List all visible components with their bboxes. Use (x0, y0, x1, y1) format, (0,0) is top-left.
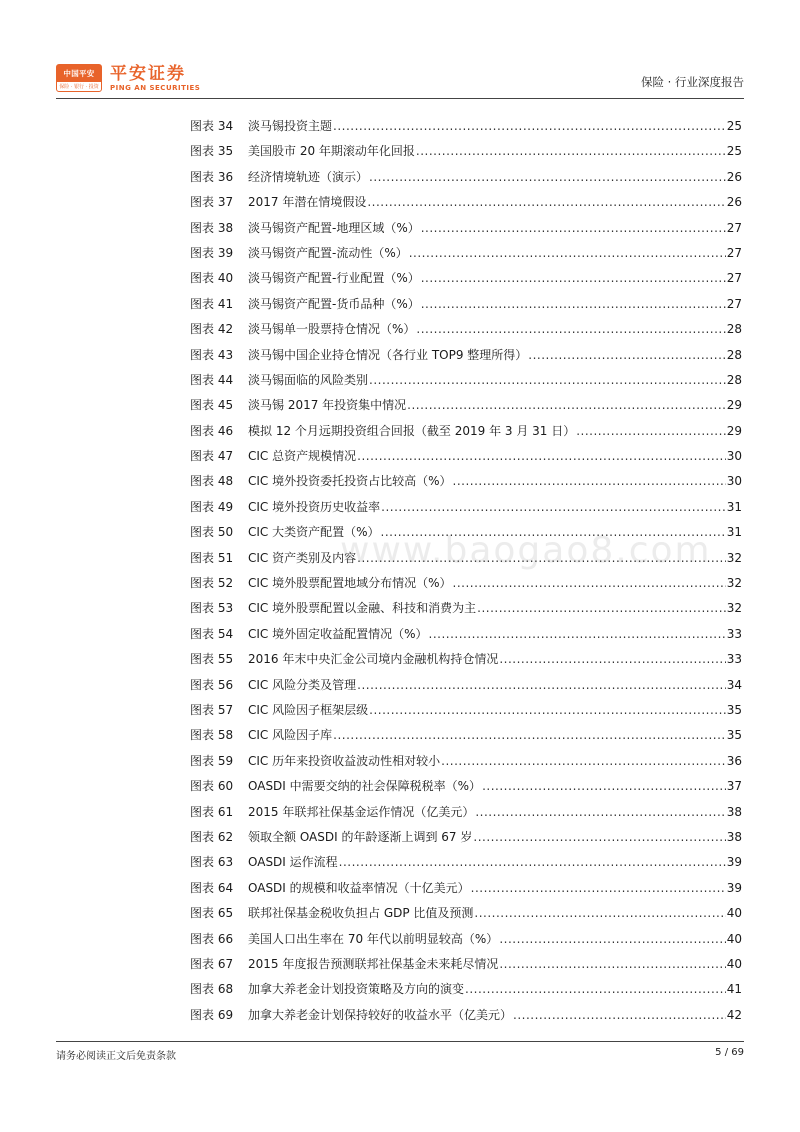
toc-entry-title: 2016 年末中央汇金公司境内金融机构持仓情况 (248, 652, 499, 667)
toc-entry-label: 图表 67 (190, 956, 234, 971)
toc-entry-label: 图表 41 (190, 296, 234, 311)
report-type: 保险 · 行业深度报告 (641, 75, 744, 89)
toc-dot-leader (421, 216, 726, 241)
watermark: www.baogao8.com (340, 530, 712, 571)
toc-dot-leader (339, 850, 726, 875)
toc-entry-label: 图表 61 (190, 804, 234, 819)
toc-entry[interactable] (190, 165, 742, 190)
toc-entry[interactable] (190, 647, 742, 672)
toc-entry-page: 33 (726, 652, 742, 667)
toc-entry-page: 37 (726, 779, 742, 794)
toc-entry-title: 美国股市 20 年期滚动年化回报 (248, 144, 415, 159)
toc-dot-leader (369, 368, 726, 393)
figure-list (190, 114, 742, 1028)
footer-divider (56, 1041, 744, 1042)
toc-entry-page: 39 (726, 855, 742, 870)
toc-entry[interactable] (190, 825, 742, 850)
toc-entry-page: 25 (726, 119, 742, 133)
toc-entry-page: 27 (726, 220, 742, 235)
toc-entry[interactable] (190, 673, 742, 698)
toc-entry-page: 31 (726, 499, 742, 514)
toc-entry-page: 27 (726, 296, 742, 311)
toc-entry-page: 28 (726, 347, 742, 362)
toc-entry[interactable] (190, 723, 742, 748)
toc-entry-page: 29 (726, 398, 742, 413)
toc-dot-leader (333, 723, 726, 748)
toc-entry-label: 图表 44 (190, 372, 234, 387)
toc-entry-label: 图表 69 (190, 1007, 234, 1022)
toc-dot-leader (407, 393, 726, 418)
toc-entry-label: 图表 52 (190, 576, 234, 591)
toc-entry[interactable] (190, 774, 742, 799)
toc-dot-leader (474, 901, 725, 926)
toc-entry-label: 图表 45 (190, 398, 234, 413)
toc-entry-label: 图表 58 (190, 728, 234, 743)
toc-entry[interactable] (190, 927, 742, 952)
toc-entry-page: 26 (726, 195, 742, 210)
toc-entry-title: OASDI 的规模和收益率情况（十亿美元） (248, 880, 470, 895)
toc-entry[interactable] (190, 419, 742, 444)
toc-entry-label: 图表 68 (190, 982, 234, 997)
toc-entry-page: 33 (726, 626, 742, 641)
toc-entry-page: 38 (726, 804, 742, 819)
toc-dot-leader (499, 647, 725, 672)
logo-box-subtext: 保险 · 银行 · 投资 (59, 84, 99, 90)
toc-entry-label: 图表 51 (190, 550, 234, 565)
toc-entry[interactable] (190, 876, 742, 901)
toc-entry-label: 图表 50 (190, 525, 234, 540)
toc-dot-leader (369, 165, 726, 190)
toc-dot-leader (475, 800, 725, 825)
toc-entry-title: CIC 风险因子库 (248, 728, 333, 743)
toc-entry[interactable] (190, 952, 742, 977)
toc-entry-title: 淡马锡资产配置-行业配置（%） (248, 271, 420, 286)
page-number: 5 / 69 (715, 1047, 744, 1058)
toc-entry-title: CIC 境外固定收益配置情况（%） (248, 626, 428, 641)
toc-entry-page: 28 (726, 322, 742, 337)
toc-entry-page: 30 (726, 449, 742, 464)
toc-entry-title: 淡马锡资产配置-流动性（%） (248, 245, 408, 260)
toc-entry-page: 27 (726, 271, 742, 286)
toc-entry[interactable] (190, 469, 742, 494)
toc-entry-title: CIC 境外投资委托投资占比较高（%） (248, 474, 452, 489)
toc-entry[interactable] (190, 444, 742, 469)
toc-entry[interactable] (190, 292, 742, 317)
toc-dot-leader (369, 698, 726, 723)
toc-entry-page: 32 (726, 550, 742, 565)
toc-dot-leader (513, 1003, 726, 1028)
toc-entry-page: 31 (726, 525, 742, 540)
toc-entry[interactable] (190, 698, 742, 723)
toc-entry-label: 图表 36 (190, 169, 234, 184)
toc-entry[interactable] (190, 850, 742, 875)
toc-entry[interactable] (190, 190, 742, 215)
toc-entry-page: 32 (726, 576, 742, 591)
toc-dot-leader (416, 139, 726, 164)
toc-entry[interactable] (190, 977, 742, 1002)
toc-entry-label: 图表 37 (190, 195, 234, 210)
toc-dot-leader (453, 571, 726, 596)
toc-dot-leader (367, 190, 725, 215)
toc-entry-page: 40 (726, 956, 742, 971)
toc-entry-title: 模拟 12 个月远期投资组合回报（截至 2019 年 3 月 31 日） (248, 423, 576, 438)
toc-entry[interactable] (190, 393, 742, 418)
toc-dot-leader (441, 749, 726, 774)
toc-entry-title: 联邦社保基金税收负担占 GDP 比值及预测 (248, 906, 474, 921)
brand-name-cn: 平安证券 (110, 64, 186, 84)
toc-entry-title: 加拿大养老金计划保持较好的收益水平（亿美元） (248, 1007, 513, 1022)
page-header (56, 64, 744, 98)
toc-dot-leader (429, 622, 726, 647)
ping-an-group-logo (56, 64, 102, 92)
toc-dot-leader (499, 952, 725, 977)
toc-entry-label: 图表 39 (190, 245, 234, 260)
toc-entry-title: CIC 风险因子框架层级 (248, 702, 369, 717)
toc-entry-title: OASDI 中需要交纳的社会保障税税率（%） (248, 779, 482, 794)
toc-entry-page: 35 (726, 702, 742, 717)
toc-entry-page: 32 (726, 601, 742, 616)
toc-entry-label: 图表 66 (190, 931, 234, 946)
toc-dot-leader (576, 419, 725, 444)
toc-dot-leader (409, 241, 726, 266)
toc-entry-title: 淡马锡 2017 年投资集中情况 (248, 398, 407, 413)
toc-entry-title: OASDI 运作流程 (248, 855, 338, 870)
toc-entry-label: 图表 54 (190, 626, 234, 641)
toc-entry-label: 图表 62 (190, 829, 234, 844)
toc-entry[interactable] (190, 343, 742, 368)
toc-dot-leader (333, 114, 726, 139)
toc-dot-leader (357, 444, 726, 469)
toc-entry[interactable] (190, 495, 742, 520)
toc-entry-title: CIC 总资产规模情况 (248, 449, 357, 464)
toc-dot-leader (471, 876, 726, 901)
toc-dot-leader (421, 266, 726, 291)
toc-dot-leader (477, 596, 726, 621)
toc-entry-label: 图表 63 (190, 855, 234, 870)
toc-entry-page: 42 (726, 1007, 742, 1022)
toc-entry-title: 2015 年度报告预测联邦社保基金未来耗尽情况 (248, 956, 499, 971)
toc-dot-leader (416, 317, 725, 342)
toc-entry[interactable] (190, 800, 742, 825)
toc-entry-page: 25 (726, 144, 742, 159)
toc-entry-title: 淡马锡中国企业持仓情况（各行业 TOP9 整理所得） (248, 347, 528, 362)
toc-entry-title: 2017 年潜在情境假设 (248, 195, 367, 210)
toc-entry-title: 领取全额 OASDI 的年龄逐渐上调到 67 岁 (248, 829, 473, 844)
toc-entry-title: 美国人口出生率在 70 年代以前明显较高（%） (248, 931, 499, 946)
toc-entry-title: CIC 境外投资历史收益率 (248, 499, 381, 514)
toc-entry-title: 淡马锡资产配置-地理区域（%） (248, 220, 420, 235)
toc-entry[interactable] (190, 139, 742, 164)
toc-entry-label: 图表 43 (190, 347, 234, 362)
toc-entry-page: 40 (726, 906, 742, 921)
toc-entry-title: 2015 年联邦社保基金运作情况（亿美元） (248, 804, 475, 819)
toc-entry-label: 图表 65 (190, 906, 234, 921)
toc-entry[interactable] (190, 317, 742, 342)
toc-dot-leader (381, 495, 726, 520)
toc-entry-page: 28 (726, 372, 742, 387)
toc-entry[interactable] (190, 901, 742, 926)
toc-entry-label: 图表 49 (190, 499, 234, 514)
toc-entry-page: 34 (726, 677, 742, 692)
toc-entry[interactable] (190, 241, 742, 266)
header-divider (56, 98, 744, 99)
footer-disclaimer: 请务必阅读正文后免责条款 (56, 1051, 176, 1062)
logo-box-text: 中国平安 (57, 65, 101, 82)
toc-entry[interactable] (190, 368, 742, 393)
toc-entry-label: 图表 55 (190, 652, 234, 667)
toc-entry-label: 图表 56 (190, 677, 234, 692)
toc-entry-title: 加拿大养老金计划投资策略及方向的演变 (248, 982, 465, 997)
toc-entry-title: 经济情境轨迹（演示） (248, 169, 369, 184)
toc-entry-label: 图表 48 (190, 474, 234, 489)
toc-dot-leader (473, 825, 725, 850)
toc-entry-title: 淡马锡投资主题 (248, 119, 333, 133)
toc-entry-label: 图表 53 (190, 601, 234, 616)
toc-entry-label: 图表 57 (190, 702, 234, 717)
brand-logo (110, 64, 200, 93)
toc-dot-leader (465, 977, 726, 1002)
toc-entry-label: 图表 38 (190, 220, 234, 235)
toc-entry-page: 36 (726, 753, 742, 768)
toc-entry-label: 图表 34 (190, 119, 234, 133)
toc-entry-label: 图表 60 (190, 779, 234, 794)
toc-entry[interactable] (190, 749, 742, 774)
toc-entry-label: 图表 42 (190, 322, 234, 337)
toc-entry-title: CIC 风险分类及管理 (248, 677, 357, 692)
toc-dot-leader (421, 292, 726, 317)
toc-entry[interactable] (190, 571, 742, 596)
toc-entry[interactable] (190, 1003, 742, 1028)
toc-entry-page: 38 (726, 829, 742, 844)
toc-entry-title: 淡马锡单一股票持仓情况（%） (248, 322, 416, 337)
toc-entry-page: 27 (726, 245, 742, 260)
toc-entry-page: 35 (726, 728, 742, 743)
brand-name-en: PING AN SECURITIES (110, 84, 201, 92)
toc-entry-page: 30 (726, 474, 742, 489)
toc-entry[interactable] (190, 216, 742, 241)
toc-entry-title: 淡马锡面临的风险类别 (248, 372, 369, 387)
toc-entry-page: 26 (726, 169, 742, 184)
toc-entry-title: CIC 资产类别及内容 (248, 550, 357, 565)
toc-entry-label: 图表 64 (190, 880, 234, 895)
toc-entry-page: 41 (726, 982, 742, 997)
toc-dot-leader (357, 673, 726, 698)
toc-entry[interactable] (190, 596, 742, 621)
toc-dot-leader (482, 774, 726, 799)
toc-dot-leader (499, 927, 725, 952)
toc-entry-title: CIC 境外股票配置以金融、科技和消费为主 (248, 601, 477, 616)
toc-entry-page: 29 (726, 423, 742, 438)
toc-entry-label: 图表 46 (190, 423, 234, 438)
toc-entry[interactable] (190, 266, 742, 291)
toc-entry-page: 40 (726, 931, 742, 946)
toc-entry-label: 图表 47 (190, 449, 234, 464)
toc-entry[interactable] (190, 114, 742, 139)
toc-dot-leader (453, 469, 726, 494)
toc-entry-title: CIC 大类资产配置（%） (248, 525, 380, 540)
toc-entry-label: 图表 59 (190, 753, 234, 768)
toc-entry[interactable] (190, 622, 742, 647)
toc-entry-title: 淡马锡资产配置-货币品种（%） (248, 296, 420, 311)
toc-entry-page: 39 (726, 880, 742, 895)
toc-entry-label: 图表 40 (190, 271, 234, 286)
toc-entry-title: CIC 境外股票配置地域分布情况（%） (248, 576, 452, 591)
toc-entry-label: 图表 35 (190, 144, 234, 159)
toc-entry-title: CIC 历年来投资收益波动性相对较小 (248, 753, 441, 768)
toc-dot-leader (528, 343, 725, 368)
